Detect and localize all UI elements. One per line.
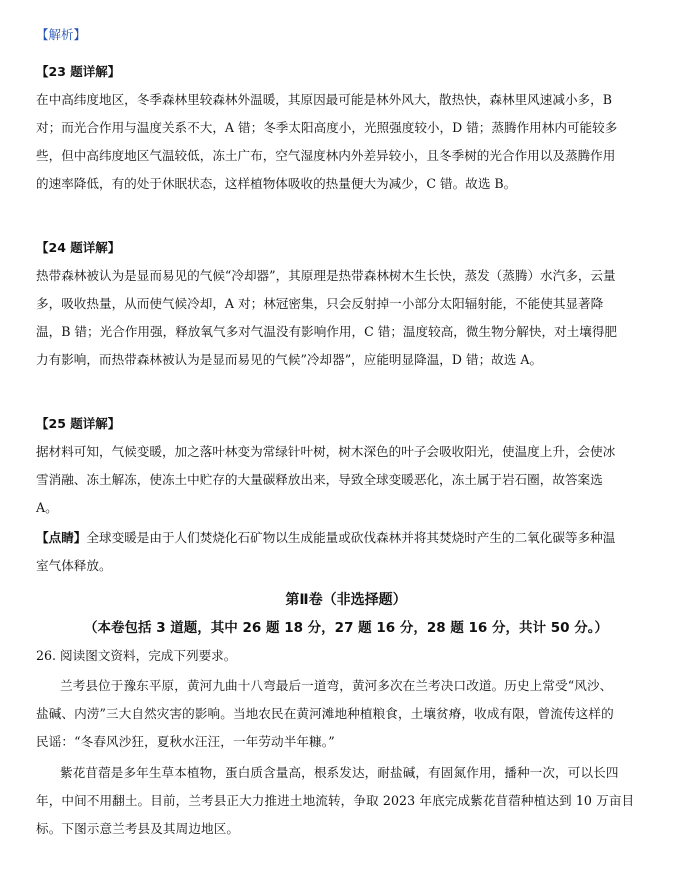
note-label: 【点睛】 (36, 530, 87, 545)
part-title: 第Ⅱ卷（非选择题） (285, 592, 407, 608)
q26-material-line: 盐碱、内涝”三大自然灾害的影响。当地农民在黄河滩地种植粮食，土壤贫瘠，收成有限，曾流传这样的 (36, 706, 614, 721)
q24-line: 热带森林被认为是显而易见的气候“冷却器”，其原理是热带森林树木生长快，蒸发（蒸腾）水汽多，云量 (36, 268, 616, 283)
q23-line: 的速率降低，有的处于休眠状态，这样植物体吸收的热量便大为减少，C 错。故选 B。 (36, 176, 517, 191)
note-block (36, 530, 615, 546)
q24-line: 力有影响，而热带森林被认为是显而易见的气候”冷却器”，应能明显降温，D 错；故选 A。 (36, 352, 543, 367)
q24-line: 温，B 错；光合作用强，释放氧气多对气温没有影响作用，C 错；温度较高，微生物分解快，对土壤得肥 (36, 324, 618, 339)
q26-material-line: 兰考县位于豫东平原，黄河九曲十八弯最后一道弯，黄河多次在兰考决口改道。历史上常受“风沙、 (60, 678, 613, 693)
analysis-tag: 【解析】 (36, 27, 87, 42)
q26-material-line: 紫花苜蓿是多年生草本植物，蛋白质含量高，根系发达，耐盐碱，有固氮作用，播种一次，可以长四 (60, 765, 619, 780)
q26-intro: 26. 阅读图文资料，完成下列要求。 (36, 648, 237, 663)
q25-heading: 【25 题详解】 (36, 416, 121, 431)
q23-heading: 【23 题详解】 (36, 64, 121, 79)
note-line: 室气体释放。 (36, 558, 112, 573)
q26-material-line: 标。下图示意兰考县及其周边地区。 (36, 821, 240, 836)
q26-material-line: 年，中间不用翻土。目前，兰考县正大力推进土地流转，争取 2023 年底完成紫花苜蓿种植达到 10 万亩目 (36, 793, 635, 808)
q23-line: 些，但中高纬度地区气温较低，冻土广布，空气湿度林内外差异较小，且冬季树的光合作用以及蒸腾作用 (36, 148, 616, 163)
part-subtitle: （本卷包括 3 道题，其中 26 题 18 分，27 题 16 分，28 题 16 分，共计 50 分。） (84, 620, 608, 636)
q25-line: A。 (36, 500, 58, 515)
q23-line: 对；而光合作用与温度关系不大，A 错；冬季太阳高度小，光照强度较小，D 错；蒸腾作用林内可能较多 (36, 120, 618, 135)
q25-line: 雪消融、冻土解冻，使冻土中贮存的大量碳释放出来，导致全球变暖恶化，冻土属于岩石圈，故答案选 (36, 472, 603, 487)
q26-material-line: 民谣：“冬春风沙狂，夏秋水汪汪，一年劳动半年糠。” (36, 734, 335, 749)
q24-line: 多，吸收热量，从而使气候冷却，A 对；林冠密集，只会反射掉一小部分太阳辐射能，不能使其显著降 (36, 296, 604, 311)
q23-line: 在中高纬度地区，冬季森林里较森林外温暖，其原因最可能是林外风大，散热快，森林里风速减小多，B (36, 92, 612, 107)
q24-heading: 【24 题详解】 (36, 240, 121, 255)
note-line: 全球变暖是由于人们焚烧化石矿物以生成能量或砍伐森林并将其焚烧时产生的二氧化碳等多种温 (86, 530, 616, 545)
q25-line: 据材料可知，气候变暖，加之落叶林变为常绿针叶树，树木深色的叶子会吸收阳光，使温度上升，会使冰 (36, 444, 616, 459)
